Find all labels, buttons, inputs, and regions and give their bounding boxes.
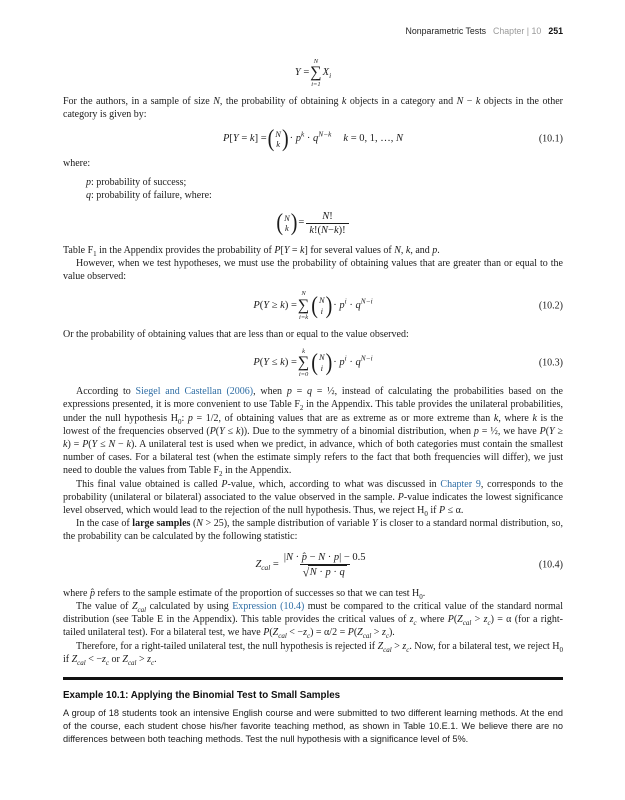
summation-symbol: k ∑ i=0 <box>297 347 310 379</box>
example-block <box>63 690 563 746</box>
page-number: 251 <box>548 26 563 36</box>
binomial-coefficient: ( N i ) <box>311 349 333 377</box>
binomial-coefficient: ( N i ) <box>311 292 333 319</box>
example-title: Example 10.1: Applying the Binomial Test to Small Samples <box>63 689 341 701</box>
equation-10-1: P[Y = k] = ( N k ) · $p^k \cdot q^{N-k}$ k = 0, 1, …, N (10.1) <box>222 126 563 153</box>
chapter-label: Chapter | 10 <box>493 26 542 36</box>
paragraph-table-f1: Table $F_1$ in the Appendix provides the probability of P[Y = k] for several values of N, k, and p. <box>63 244 440 258</box>
equation-number: (10.2) <box>538 299 563 311</box>
paragraph-therefore: Therefore, for a right-tailed unilateral test, the null hypothesis is rejected if $Z_{cal} > z_c$. Now, for a bilateral test, we reject $H_0$ if $Z_{cal} < -z_c$ or $Z_{cal} > z_c$. <box>63 640 564 667</box>
equation-number: (10.4) <box>538 559 563 571</box>
paragraph-large-samples: In the case of large samples (N > 25), the sample distribution of variable Y is closer to a standard normal distribution, so, the probability can be calculated by the following statistic: <box>63 518 563 543</box>
binomial-coefficient: ( N k ) <box>267 126 289 153</box>
equation-number: (10.3) <box>538 357 563 369</box>
running-title: Nonparametric Tests <box>405 26 487 36</box>
fraction: |N · p̂ − N · p| − 0.5 √ N · p · q <box>283 551 366 580</box>
sigma-glyph: ∑ <box>297 296 310 314</box>
summation-symbol: N ∑ i=k <box>297 290 310 321</box>
example-body: A group of 18 students took an intensive English course and were submitted to two different learning methods. At the end of the course, each student chose his/her favorite teaching method, as shown in Table 10.E.1. We believe there are no differences between both teaching methods. Test the null hypothesis with a significance level of 5%. <box>63 707 563 744</box>
equation-condition: k = 0, 1, …, N <box>343 133 404 145</box>
paragraph-where-phat: where p̂ refers to the sample estimate of the proportion of successes so that we can test $H_0$. <box>63 587 426 601</box>
paragraph-however: However, when we test hypotheses, we must use the probability of obtaining values that are greater than or equal to the value observed: <box>63 258 563 283</box>
definition-list <box>63 176 563 202</box>
sigma-glyph: ∑ <box>297 354 310 372</box>
page-header <box>63 26 563 36</box>
equation-10-3: P(Y ≤ k) = k ∑ i=0 ( N i ) · $p^i \cdot q^{N-i}$ (10.3) <box>253 347 563 379</box>
section-divider <box>63 677 563 680</box>
equation-number: (10.1) <box>538 133 563 145</box>
paragraph-zcal-value: The value of $Z_{cal}$ calculated by using Expression (10.4) must be compared to the critical value of the standard normal distribution (see Table E in the Appendix). This table provides the critical values of $z_c$ where $P(Z_{cal} > z_c) = \alpha$ (for a right-tailed unilateral test). For a bilateral test, we have $P(Z_{cal} < -z_c) = \alpha/2 = P(Z_{cal} > z_c)$. <box>63 600 563 641</box>
definition-q: q: probability of failure, where: <box>86 190 212 202</box>
equation-10-2: P(Y ≥ k) = N ∑ i=k ( N i ) · $p^i \cdot q^{N-i}$ (10.2) <box>253 290 563 321</box>
summation-symbol: N ∑ i=1 <box>310 58 322 89</box>
paragraph-authors: For the authors, in a sample of size N, the probability of obtaining k objects in a category and N − k objects in the other category is given by: <box>63 96 564 121</box>
reference-link[interactable]: Chapter 9 <box>440 478 481 490</box>
reference-link[interactable]: Expression (10.4) <box>232 600 305 612</box>
reference-link[interactable]: Siegel and Castellan (2006) <box>135 386 254 398</box>
equation-rhs: $X_i$ <box>322 67 332 81</box>
where-label: where: <box>63 157 91 169</box>
sigma-glyph: ∑ <box>310 64 322 82</box>
equation-binom-def: ( N k ) = N! k !( N − k )! <box>63 210 563 237</box>
definition-p: p: probability of success; <box>86 177 187 189</box>
sqrt-icon: √ <box>302 565 310 580</box>
binomial-coefficient: ( N k ) <box>276 209 298 237</box>
fraction: N! k !( N − k )! <box>306 210 348 237</box>
paragraph-according: According to Siegel and Castellan (2006), when p = q = ½, instead of calculating the probabilities based on the expressions presented, it is more convenient to use Table $F_2$ in the Appendix. This table provides the unilateral probabilities, under the null hypothesis $H_0$: p = 1/2, of obtaining values that are as extreme as or more extreme than k, where k is the lowest of the frequencies observed (P(Y ≤ k)). Due to the symmetry of a binomial distribution, when p = ½, we have P(Y ≥ k) = P(Y ≤ N − k). A unilateral test is used when we predict, in advance, which of both categories must contain the smallest number of cases. For a bilateral test (when the estimate simply refers to the fact that both frequencies will differ), we just need to double the values from Table $F_2$ in the Appendix. <box>63 386 564 479</box>
paragraph-p-value: This final value obtained is called P-value, which, according to what was discussed in Chapter 9, corresponds to the probability (unilateral or bilateral) associated to the value observed in the sample. P-value indicates the lowest significance level observed, which would lead to the rejection of the null hypothesis. Thus, we reject $H_0$ if P ≤ α. <box>63 478 563 518</box>
equation-y-sum <box>63 58 563 88</box>
equation-lhs: Y = <box>294 67 310 79</box>
paragraph-or-probability: Or the probability of obtaining values that are less than or equal to the value observed: <box>63 328 409 340</box>
equation-10-4: $Z_{cal}$ = |N · p̂ − N · p| − 0.5 √ N · p · q (10.4) <box>255 551 563 580</box>
